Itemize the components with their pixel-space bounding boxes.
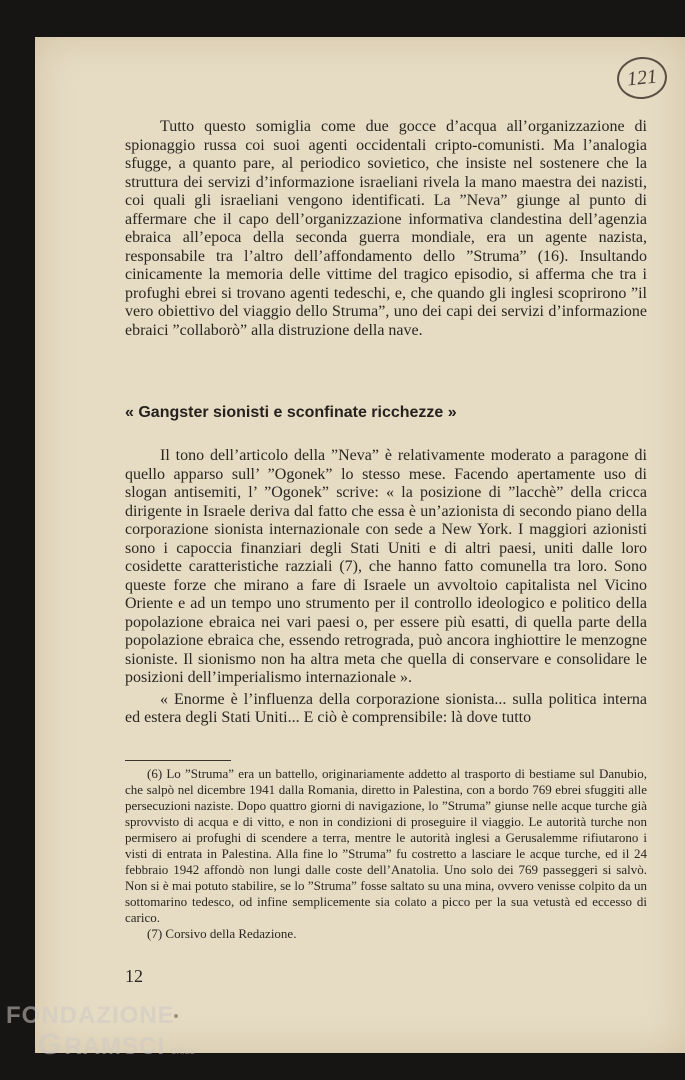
watermark-line-2: GRAMSCI onlus xyxy=(38,1028,195,1061)
footnote-divider xyxy=(125,760,231,761)
section-title: « Gangster sionisti e sconfinate ricchezze » xyxy=(125,404,457,421)
watermark-onlus: onlus xyxy=(171,1046,195,1057)
fondazione-gramsci-watermark xyxy=(6,1002,195,1061)
watermark-line-1: FONDAZIONE xyxy=(6,1002,175,1029)
paragraph-2: Il tono dell’articolo della ”Neva” è relativamente moderato a paragone di quello apparso sull’ ”Ogonek” lo stesso mese. Facendo apertamente uso di slogan antisemiti, l’ ”Ogonek” scrive: « la posizione di ”lacchè” della cricca dirigente in Israele deriva dal fatto che essa è un’azionista di secondo piano della corporazione sionista internazionale con sede a New York. I maggiori azionisti sono i capoccia finanziari degli Stati Uniti e di altri paesi, uniti dalle loro cosidette caratteristiche razziali (7), che hanno fatto comunella tra loro. Sono queste forze che mirano a fare di Israele un avvoltoio capitalista nel Vicino Oriente e ad un tempo uno strumento per il controllo ideologico e politico della popolazione ebraica nei vari paesi o, per essere più esatti, di quella parte della popolazione ebraica che, essendo retrograda, può ancora inghiottire le menzogne sioniste. Il sionismo non ha altra meta che quella di conservare e consolidare le posizioni dell’imperialismo internazionale ». xyxy=(125,447,647,686)
paragraph-3: « Enorme è l’influenza della corporazione sionista... sulla politica interna ed estera degli Stati Uniti... E ciò è comprensibile: là dove tutto xyxy=(125,690,647,726)
paragraph-1: Tutto questo somiglia come due gocce d’acqua all’organizzazione di spionaggio russa coi suoi agenti occidentali cripto-comunisti. Ma l’analogia sfugge, a quanto pare, al periodico sovietico, che insiste nel sostenere che la struttura dei servizi d’informazione israeliani rivela la mano maestra dei nazisti, coi quali gli israeliani vengono identificati. La ”Neva” giunge al punto di affermare che il capo dell’organizzazione informativa clandestina dell’agenzia ebraica all’epoca della seconda guerra mondiale, era un agente nazista, responsabile tra l’altro dell’affondamento dello ”Struma” (16). Insultando cinicamente la memoria delle vittime del tragico episodio, si afferma che tra i profughi ebrei si trovano agenti tedeschi, e, che quando gli inglesi scoprirono ”il vero obiettivo del viaggio dello Struma”, uno dei capi dei servizi d’informazione ebraici ”collaborò” alla distruzione della nave. xyxy=(125,118,647,339)
footnotes xyxy=(125,766,647,942)
body-text-bottom xyxy=(125,447,647,728)
page-number: 12 xyxy=(125,966,143,986)
archive-number-stamp: 121 xyxy=(615,55,669,102)
footnote-7: (7) Corsivo della Redazione. xyxy=(147,926,297,941)
watermark-g-glyph: G xyxy=(38,1028,63,1061)
body-text-top xyxy=(125,118,647,340)
footnote-6: (6) Lo ”Struma” era un battello, originariamente addetto al trasporto di bestiame sul Danubio, che salpò nel dicembre 1941 dalla Romania, diretto in Palestina, con a bordo 769 ebrei sfuggiti alle persecuzioni naziste. Dopo quattro giorni di navigazione, lo ”Struma” giunse nelle acque turche già sprovvisto di acqua e di vitto, e non in condizioni di proseguire il viaggio. Le autorità turche non permisero ai profughi di scendere a terra, mentre le autorità inglesi a Gerusalemme rifiutarono i visti di entrata in Palestina. Alla fine lo ”Struma” fu costretto a lasciare le acque turche, ed il 24 febbraio 1942 affondò non lungi dalle coste dell’Anatolia. Uno solo dei 769 passeggeri si salvò. Non si è mai potuto stabilire, se lo ”Struma” fosse saltato su una mina, ovvero venisse colpito da un sottomarino tedesco, od infine semplicemente sia colato a picco per la sua vetustà ed eccesso di carico. xyxy=(125,766,647,925)
